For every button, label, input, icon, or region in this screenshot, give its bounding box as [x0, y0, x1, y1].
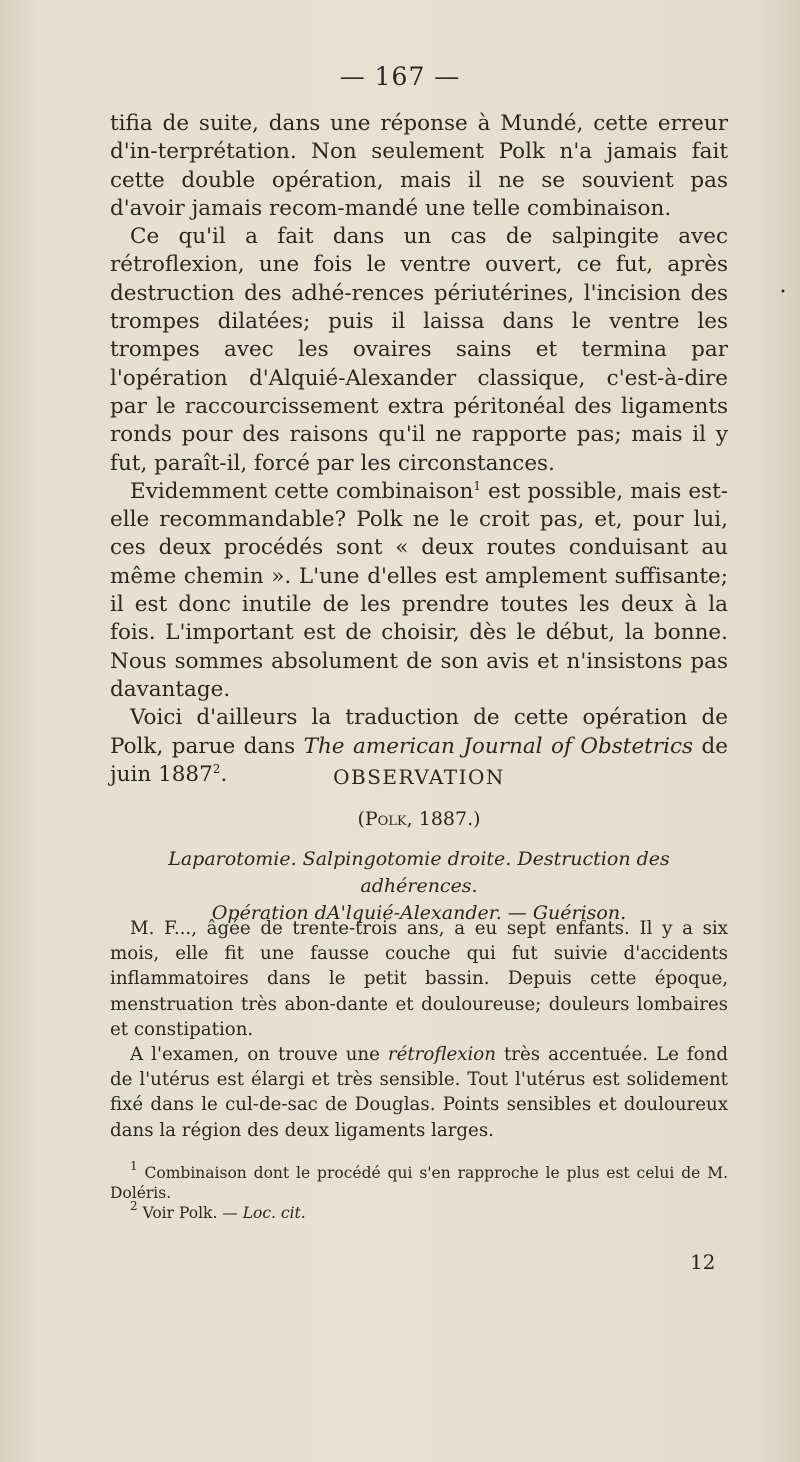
case-paragraph-2-italic: rétroflexion [387, 1044, 496, 1066]
observation-title-line-1: Laparotomie. Salpingotomie droite. Destruction des adhérences. [168, 848, 670, 897]
footnote-ref-1: 1 [473, 478, 481, 493]
source-year: , 1887.) [406, 808, 481, 830]
paragraph-4-text-a: Voici d'ailleurs la traduction de cette opération de Polk, parue dans [110, 705, 728, 759]
observation-heading: OBSERVATION [333, 765, 505, 789]
source-open: ( [357, 808, 365, 830]
observation-title [110, 846, 728, 927]
case-paragraph-1: M. F..., âgée de trente-trois ans, a eu sept enfants. Il y a six mois, elle fit une fausse couche qui fut suivie d'accidents inflammatoires dans le petit bassin. Depuis cette époque, menstruation très abon-dante et douloureuse; douleurs lombaires et constipation. [110, 918, 728, 1040]
observation-source [110, 808, 728, 830]
paragraph-3 [110, 478, 728, 704]
footnote-1-mark: 1 [130, 1159, 138, 1173]
footnote-1-text: Combinaison dont le procédé qui s'en rapproche le plus est celui de M. Doléris. [110, 1164, 728, 1202]
page-number: — 167 — [339, 62, 461, 91]
signature-mark: 12 [690, 1250, 716, 1274]
footnotes [110, 1159, 728, 1223]
paragraph-4-end: . [220, 761, 228, 787]
main-text [110, 110, 728, 789]
footnote-2-text: Voir Polk. — [137, 1204, 243, 1222]
footnote-ref-2: 2 [212, 761, 221, 776]
paragraph-4-text-b: de juin 1887 [110, 733, 729, 787]
paragraph-2: Ce qu'il a fait dans un cas de salpingite avec rétroflexion, une fois le ventre ouvert, ce fut, après destruction des adhé-rences périutérines, l'incision des trompes dilatées; puis il laissa dans le ventre les trompes avec les ovaires sains et termina par l'opération d'Alquié-Alexander classique, c'est-à-dire par le raccourcissement extra péritonéal des ligaments ronds pour des raisons qu'il ne rapporte pas; mais il y fut, paraît-il, forcé par les circonstances. [110, 224, 728, 476]
footnote-2-italic: Loc. cit. [242, 1204, 306, 1222]
case-paragraph-2 [110, 1042, 728, 1143]
margin-mark: • [780, 287, 786, 298]
case-report [110, 916, 728, 1143]
case-paragraph-2-a: A l'examen, on trouve une [130, 1044, 388, 1066]
observation-title-line-2: Opération dA'lquié-Alexander. — Guérison. [211, 902, 627, 924]
case-paragraph-2-b: très accentuée. Le fond de l'utérus est élargi et très sensible. Tout l'utérus est solidement fixé dans le cul-de-sac de Douglas. Points sensibles et douloureux dans la région des deux ligaments larges. [110, 1044, 728, 1141]
paragraph-3-text-a: Evidemment cette combinaison [130, 478, 474, 504]
paragraph-1: tifia de suite, dans une réponse à Mundé, cette erreur d'in-terprétation. Non seulement Polk n'a jamais fait cette double opération, mais il ne se souvient pas d'avoir jamais recom-mandé une telle combinaison. [110, 111, 728, 221]
footnote-1 [110, 1159, 728, 1203]
footnote-2-mark: 2 [130, 1199, 138, 1213]
paragraph-3-text-b: est possible, mais est-elle recommandable? Polk ne le croit pas, et, pour lui, ces deux procédés sont « deux routes conduisant au même chemin ». L'une d'elles est amplement suffisante; il est donc inutile de les prendre toutes les deux à la fois. L'important est de choisir, dès le début, la bonne. Nous sommes absolument de son avis et n'insistons pas davantage. [110, 478, 728, 702]
footnote-2 [110, 1199, 728, 1223]
source-author: Polk [364, 808, 407, 830]
journal-title: The american Journal of Obstetrics [303, 733, 694, 759]
